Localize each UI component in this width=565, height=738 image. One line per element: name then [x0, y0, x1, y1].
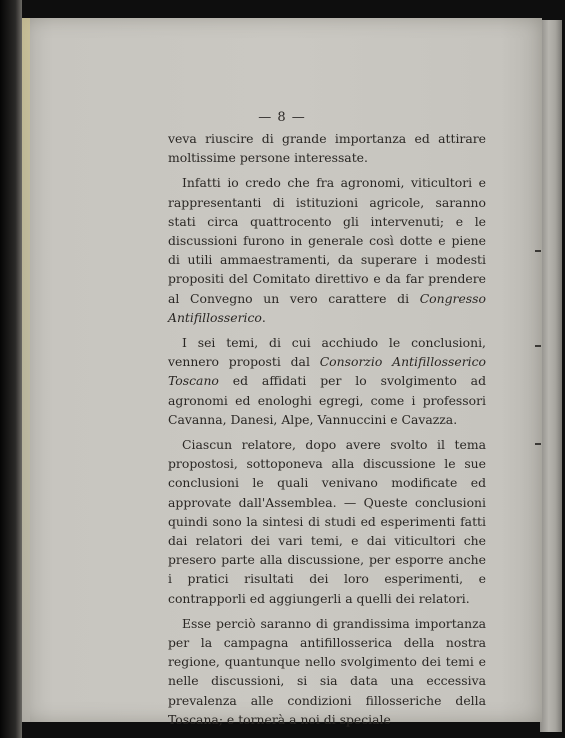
body-text	[168, 129, 486, 735]
paragraph-2-end: .	[261, 309, 266, 325]
edge-mark	[535, 443, 541, 445]
paragraph-1: veva riuscire di grande importanza ed attirare moltissime persone interessate.	[168, 131, 486, 166]
edge-mark	[535, 250, 541, 252]
paragraph-2-text: Infatti io credo che fra agronomi, viticultori e rappresentanti di istituzioni agricole, saranno stati circa quattrocento gli intervenuti; e le discussioni furono in generale così dotte e piene di utili ammaestramenti, da superare i modesti propositi del Comitato direttivo e da far prendere al Convegno un vero carattere di	[168, 175, 486, 306]
paragraph-3	[168, 333, 486, 429]
paragraph-3-text: I sei temi, di cui acchiudo le conclusioni, vennero proposti dal	[168, 335, 486, 370]
edge-mark	[535, 345, 541, 347]
paragraph-5: Esse perciò saranno di grandissima importanza per la campagna antifillosserica della nostra regione, quantunque nello svolgimento dei temi e nelle discussioni, si sia data una eccessiva prevalenza alle condizioni fillosseriche della Toscana; e tornerà a noi di speciale	[168, 615, 486, 727]
book-page	[22, 18, 542, 727]
binding-shadow	[0, 0, 22, 738]
page-stack-edge	[540, 20, 562, 732]
paragraph-2	[168, 173, 486, 327]
page-number: — 8 —	[258, 110, 306, 125]
congress-title: Congresso Antifillosserico	[168, 290, 486, 325]
consortium-name: Consorzio Antifillosserico Toscano	[168, 354, 486, 389]
paragraph-4: Ciascun relatore, dopo avere svolto il tema propostosi, sottoponeva alla discussione le sue conclusioni le quali venivano modificate ed approvate dall'Assemblea. — Queste conclusioni quindi sono la sintesi di studi ed esperimenti fatti dai relatori dei vari temi, e dai viticultori che presero parte alla discussione, per esporre anche i pratici risultati dei loro esperimenti, e contrapporli ed aggiungerli a quelli dei relatori.	[168, 437, 486, 606]
paragraph-3-end: ed affidati per lo svolgimento ad agronomi ed enologhi egregi, come i professori Cavanna, Danesi, Alpe, Vannuccini e Cavazza.	[168, 373, 486, 427]
